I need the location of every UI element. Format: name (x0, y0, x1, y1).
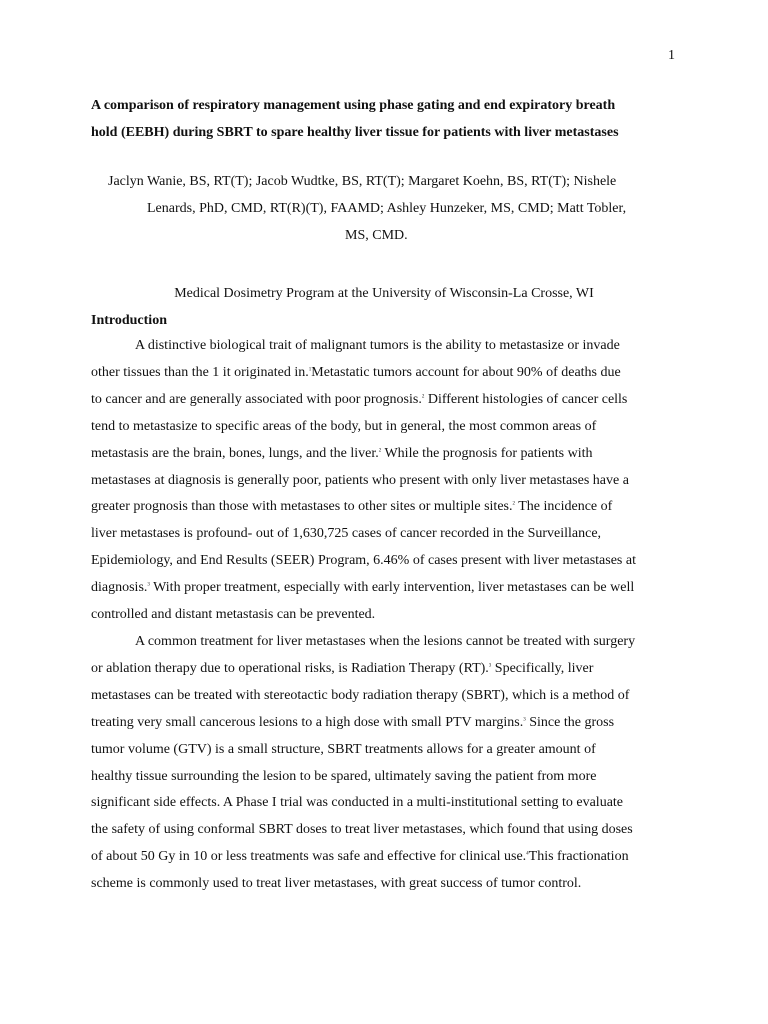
page-number: 1 (668, 48, 675, 63)
section-heading: Introduction (91, 313, 167, 328)
line-text: diagnosis. (91, 580, 148, 596)
paragraph-2 (91, 629, 691, 898)
paper-title (91, 92, 691, 146)
line-text: The incidence of (514, 499, 613, 515)
author-line: Jaclyn Wanie, BS, RT(T); Jacob Wudtke, BS, RT(T); Margaret Koehn, BS, RT(T); Nishele (108, 174, 617, 189)
line-text: metastases can be treated with stereotactic body radiation therapy (SBRT), which is a method of (91, 687, 630, 703)
line-text: of about 50 Gy in 10 or less treatments was safe and effective for clinical use. (91, 849, 527, 865)
text-line (91, 521, 691, 548)
text-line (91, 575, 691, 602)
line-text: healthy tissue surrounding the lesion to be spared, ultimately saving the patient from more (91, 768, 597, 784)
text-line (91, 548, 691, 575)
line-text: Different histologies of cancer cells (424, 391, 628, 407)
line-text: A distinctive biological trait of malignant tumors is the ability to metastasize or invade (135, 338, 620, 353)
text-line (91, 764, 691, 791)
author-line: MS, CMD. (345, 228, 408, 243)
title-line: hold (EEBH) during SBRT to spare healthy liver tissue for patients with liver metastases (91, 125, 619, 140)
line-text: controlled and distant metastasis can be prevented. (91, 607, 376, 623)
affiliation: Medical Dosimetry Program at the University of Wisconsin-La Crosse, WI (174, 286, 594, 301)
line-text: A common treatment for liver metastases when the lesions cannot be treated with surgery (135, 633, 636, 649)
paragraph-1 (91, 333, 691, 629)
line-text: With proper treatment, especially with early intervention, liver metastases can be well (149, 580, 635, 596)
text-line (91, 441, 691, 468)
citation-ref: 3 (488, 663, 492, 669)
text-line (91, 844, 691, 871)
line-text: treating very small cancerous lesions to a high dose with small PTV margins. (91, 714, 524, 730)
citation-ref: 3 (147, 582, 150, 588)
text-line (91, 629, 691, 656)
line-text: scheme is commonly used to treat liver metastases, with great success of tumor control. (91, 876, 582, 892)
line-text: greater prognosis than those with metastases to other sites or multiple sites. (91, 499, 513, 515)
text-line (91, 737, 691, 764)
line-text: liver metastases is profound- out of 1,630,725 cases of cancer recorded in the Surveillance, (91, 526, 602, 542)
citation-ref: 2 (378, 447, 382, 453)
line-text: tumor volume (GTV) is a small structure, SBRT treatments allows for a greater amount of (91, 741, 596, 757)
text-line (91, 790, 691, 817)
text-line (91, 333, 691, 360)
text-line (91, 414, 691, 441)
author-list (91, 168, 677, 249)
line-text: to cancer and are generally associated with poor prognosis. (91, 391, 422, 407)
text-line (91, 656, 691, 683)
line-text: This fractionation (528, 849, 629, 865)
line-text: the safety of using conformal SBRT doses to treat liver metastases, which found that using doses (91, 822, 633, 838)
line-text: While the prognosis for patients with (381, 445, 593, 461)
text-line (91, 710, 691, 737)
text-line (91, 683, 691, 710)
text-line (91, 468, 691, 495)
text-line (91, 494, 691, 521)
citation-ref: 3 (523, 717, 526, 723)
body-text (91, 333, 691, 898)
text-line (91, 817, 691, 844)
line-text: metastases at diagnosis is generally poor, patients who present with only liver metastases have a (91, 472, 629, 488)
line-text: tend to metastasize to specific areas of the body, but in general, the most common areas of (91, 418, 597, 434)
citation-ref: 4 (526, 851, 529, 857)
citation-ref: 1 (308, 367, 312, 373)
title-line: A comparison of respiratory management using phase gating and end expiratory breath (91, 98, 616, 113)
citation-ref: 2 (421, 394, 425, 400)
text-line (91, 871, 691, 898)
text-line (91, 387, 691, 414)
citation-ref: 2 (512, 501, 515, 507)
line-text: metastasis are the brain, bones, lungs, and the liver. (91, 445, 379, 461)
line-text: Since the gross (525, 714, 615, 730)
line-text: Specifically, liver (491, 660, 594, 676)
text-line (91, 602, 691, 629)
author-line: Lenards, PhD, CMD, RT(R)(T), FAAMD; Ashley Hunzeker, MS, CMD; Matt Tobler, (147, 201, 627, 216)
line-text: significant side effects. A Phase I trial was conducted in a multi-institutional setting to evaluate (91, 795, 624, 811)
line-text: Metastatic tumors account for about 90% of deaths due (311, 364, 621, 380)
text-line (91, 360, 691, 387)
line-text: or ablation therapy due to operational risks, is Radiation Therapy (RT). (91, 660, 489, 676)
line-text: other tissues than the 1 it originated in. (91, 364, 309, 380)
line-text: Epidemiology, and End Results (SEER) Program, 6.46% of cases present with liver metastases at (91, 553, 636, 569)
